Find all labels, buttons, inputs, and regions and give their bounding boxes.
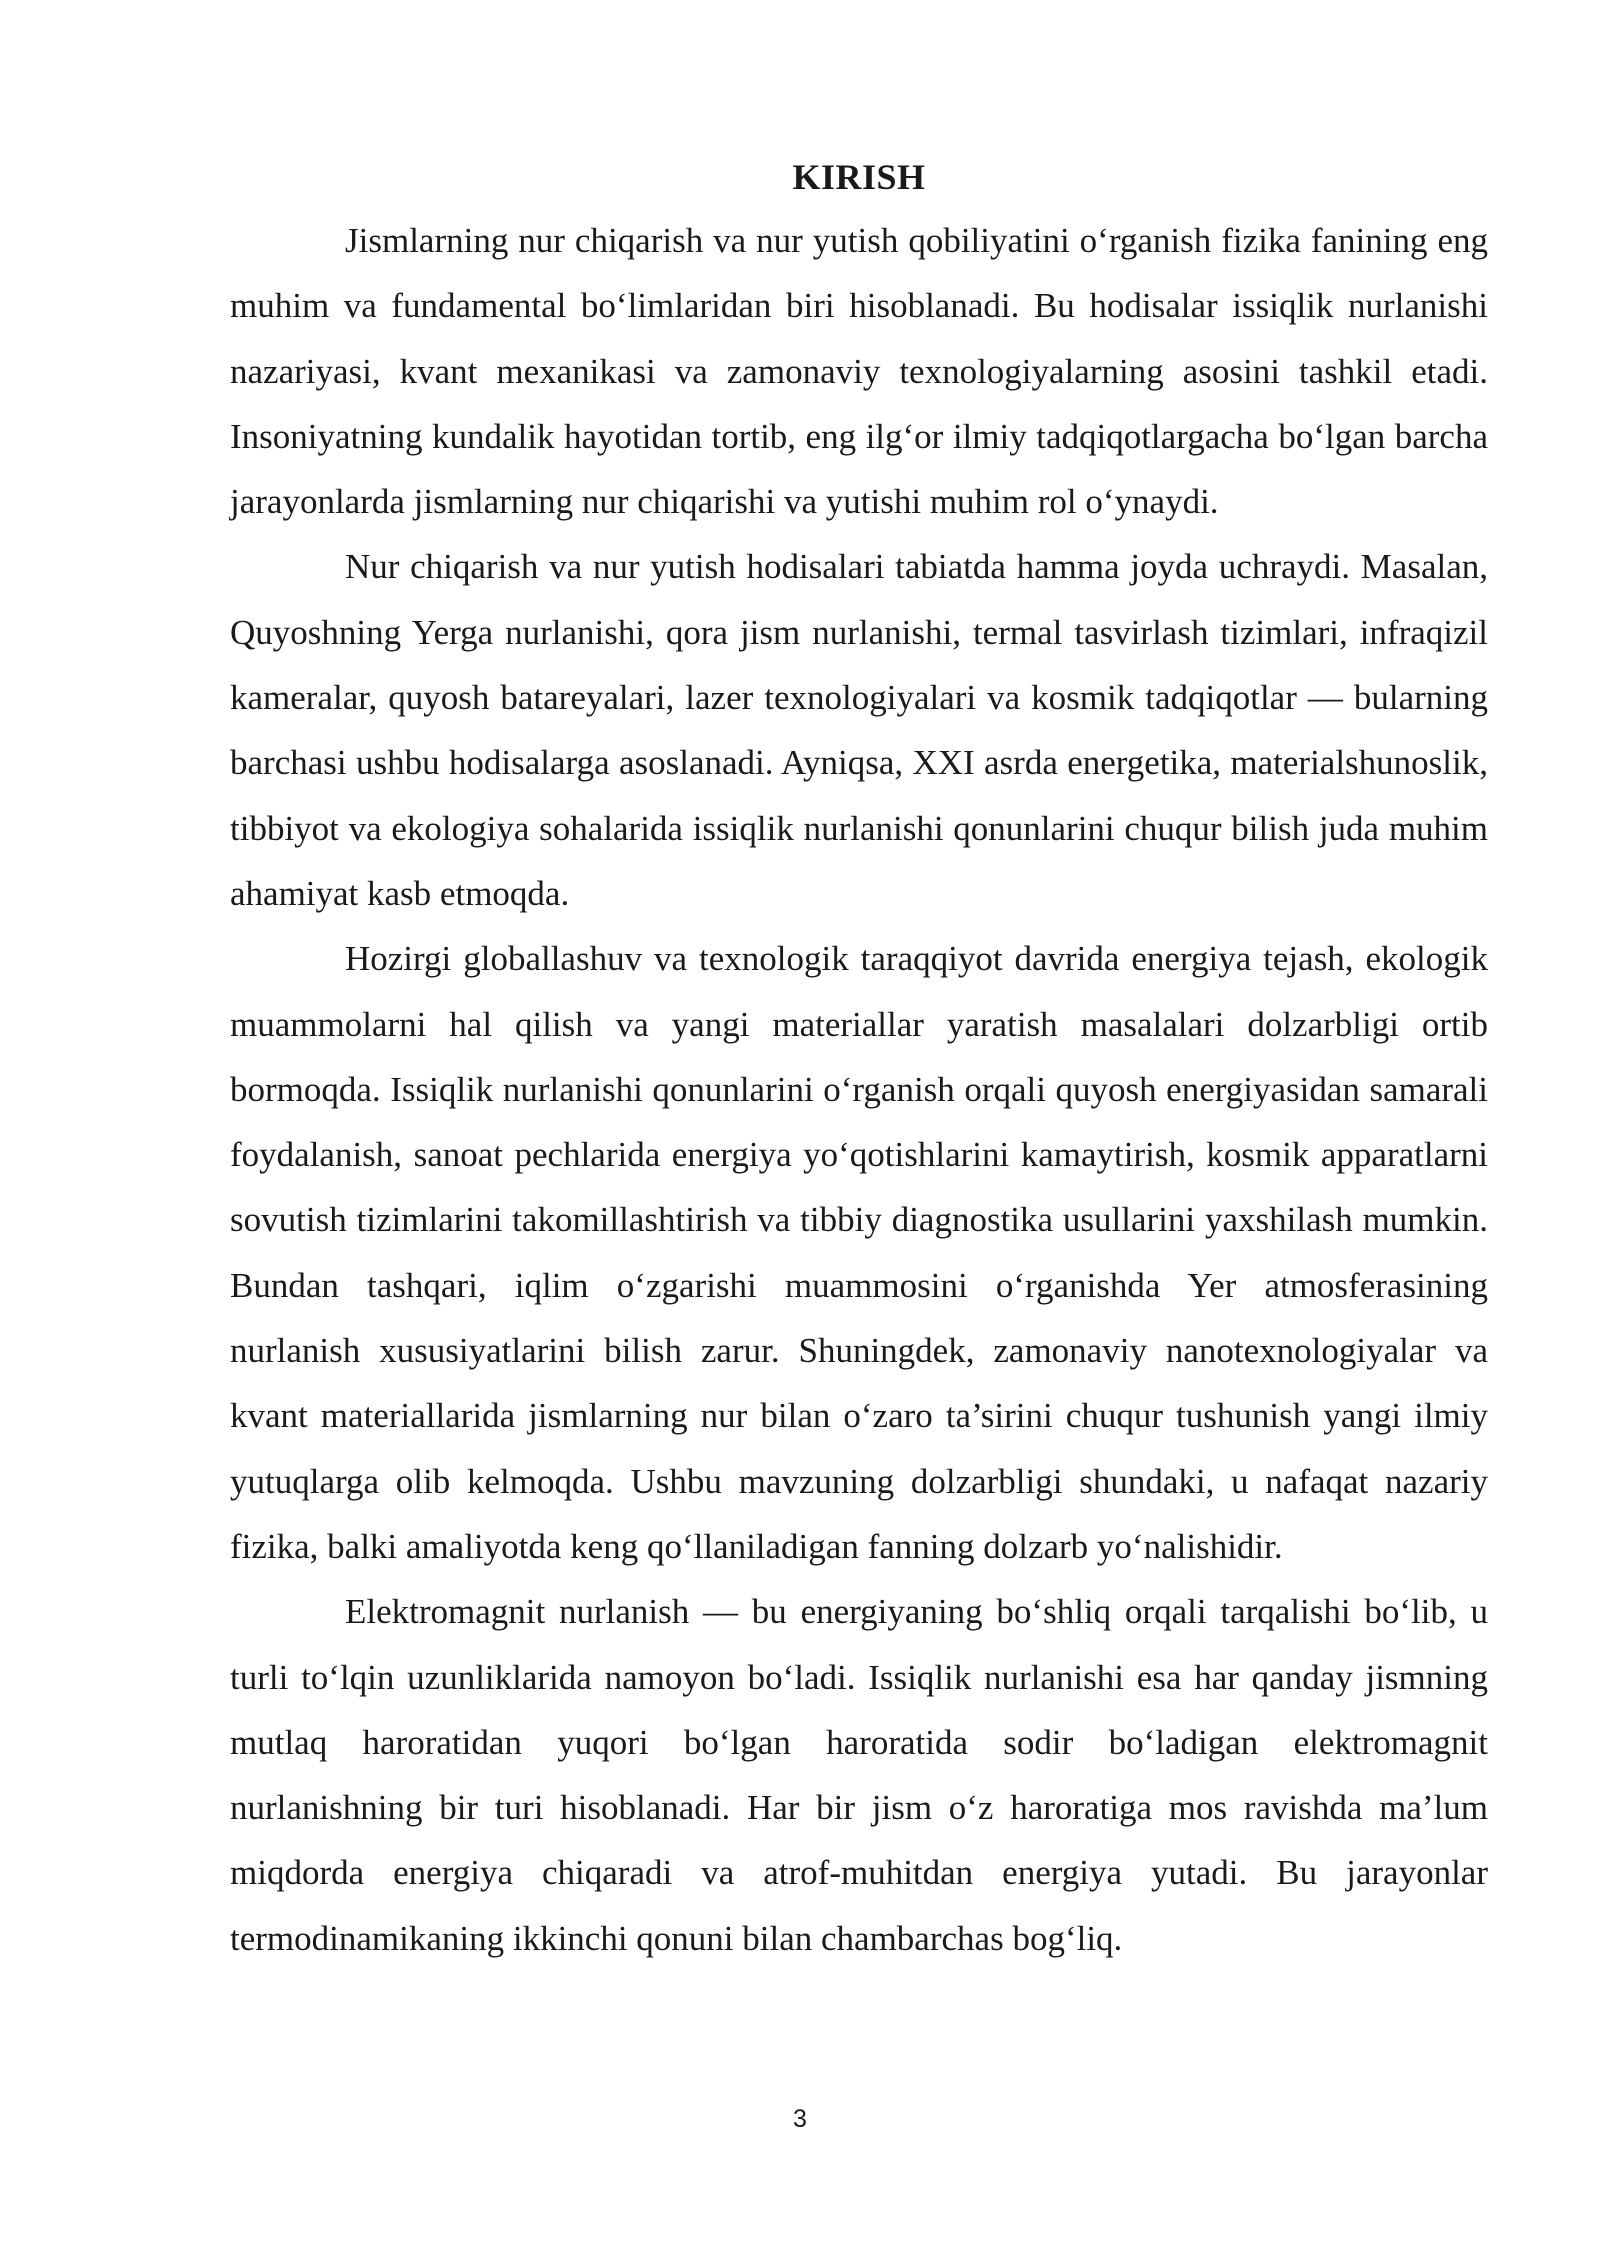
paragraph-4: Elektromagnit nurlanish — bu energiyaning bo‘shliq orqali tarqalishi bo‘lib, u turli to‘lqin uzunliklarida namoyon bo‘ladi. Issiqlik nurlanishi esa har qanday jismning mutlaq haroratidan yuqori bo‘lgan haroratida sodir bo‘ladigan elektromagnit nurlanishning bir turi hisoblanadi. Har bir jism o‘z haroratiga mos ravishda ma’lum miqdorda energiya chiqaradi va atrof-muhitdan energiya yutadi. Bu jarayonlar termodinamikaning ikkinchi qonuni bilan chambarchas bog‘liq. xyxy=(230,1592,1488,1958)
page-number: 3 xyxy=(793,2105,807,2133)
section-heading: KIRISH xyxy=(792,157,926,197)
paragraph-3: Hozirgi globallashuv va texnologik taraqqiyot davrida energiya tejash, ekologik muammolarni hal qilish va yangi materiallar yaratish masalalari dolzarbligi ortib bormoqda. Issiqlik nurlanishi qonunlarini o‘rganish orqali quyosh energiyasidan samarali foydalanish, sanoat pechlarida energiya yo‘qotishlarini kamaytirish, kosmik apparatlarni sovutish tizimlarini takomillashtirish va tibbiy diagnostika usullarini yaxshilash mumkin. Bundan tashqari, iqlim o‘zgarishi muammosini o‘rganishda Yer atmosferasining nurlanish xususiyatlarini bilish zarur. Shuningdek, zamonaviy nanotexnologiyalar va kvant materiallarida jismlarning nur bilan o‘zaro ta’sirini chuqur tushunish yangi ilmiy yutuqlarga olib kelmoqda. Ushbu mavzuning dolzarbligi shundaki, u nafaqat nazariy fizika, balki amaliyotda keng qo‘llaniladigan fanning dolzarb yo‘nalishidir. xyxy=(230,939,1488,1566)
paragraph-1: Jismlarning nur chiqarish va nur yutish qobiliyatini o‘rganish fizika fanining eng muhim va fundamental bo‘limlaridan biri hisoblanadi. Bu hodisalar issiqlik nurlanishi nazariyasi, kvant mexanikasi va zamonaviy texnologiyalarning asosini tashkil etadi. Insoniyatning kundalik hayotidan tortib, eng ilg‘or ilmiy tadqiqotlargacha bo‘lgan barcha jarayonlarda jismlarning nur chiqarishi va yutishi muhim rol o‘ynaydi. xyxy=(230,221,1488,522)
page-content xyxy=(230,148,1488,1971)
paragraph-2: Nur chiqarish va nur yutish hodisalari tabiatda hamma joyda uchraydi. Masalan, Quyoshning Yerga nurlanishi, qora jism nurlanishi, termal tasvirlash tizimlari, infraqizil kameralar, quyosh batareyalari, lazer texnologiyalari va kosmik tadqiqotlar — bularning barchasi ushbu hodisalarga asoslanadi. Ayniqsa, XXI asrda energetika, materialshunoslik, tibbiyot va ekologiya sohalarida issiqlik nurlanishi qonunlarini chuqur bilish juda muhim ahamiyat kasb etmoqda. xyxy=(230,547,1488,913)
